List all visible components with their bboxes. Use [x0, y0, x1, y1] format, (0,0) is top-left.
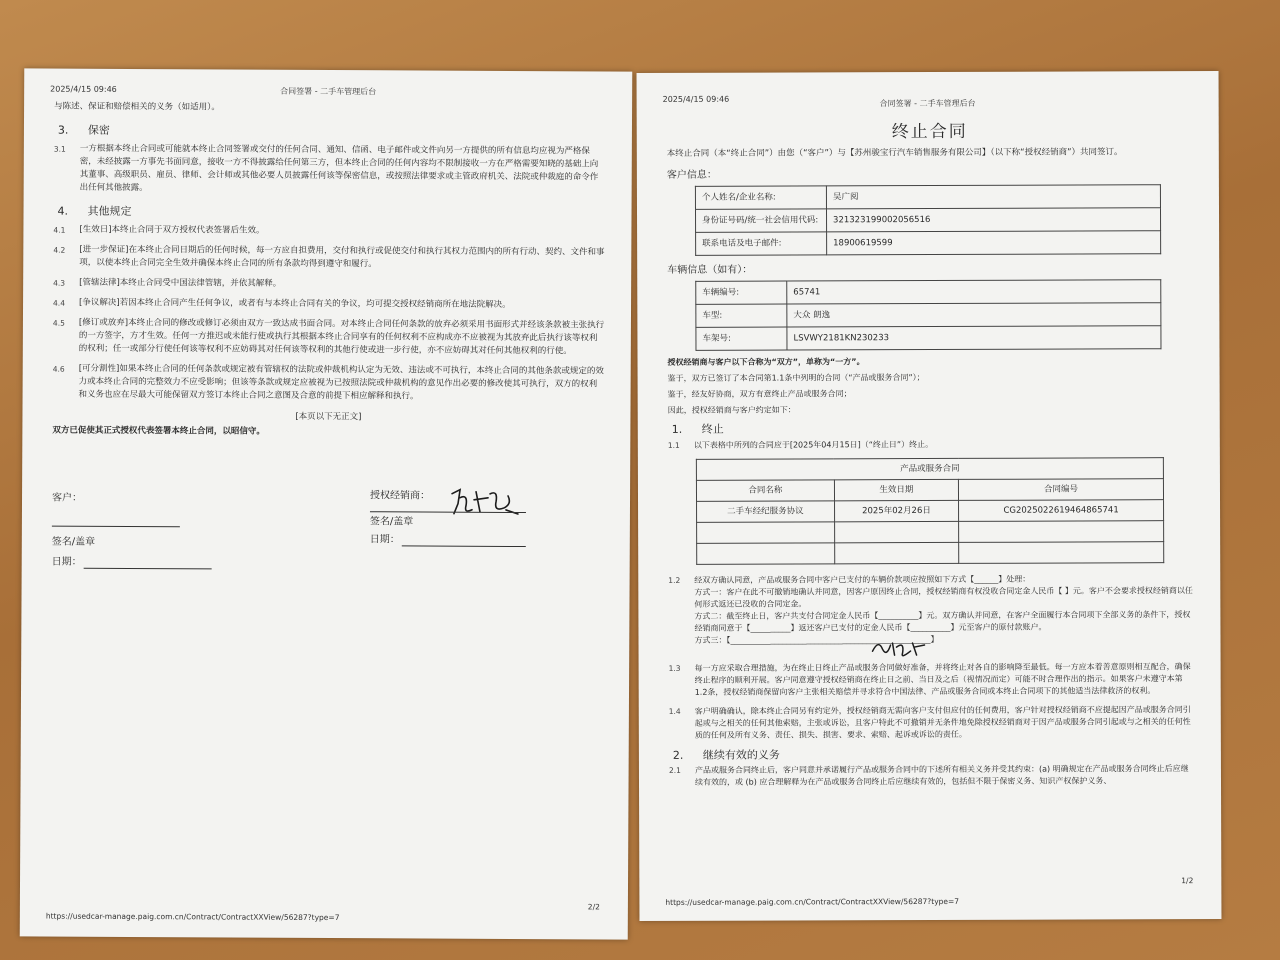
table-cell-value: 18900619599 — [827, 231, 1161, 255]
option-1: 方式一：客户在此不可撤销地确认并同意，因客户原因终止合同，授权经销商有权没收合同定金人民币【 】元。客户不会要求授权经销商以任何形式返还已没收的合同定金。 — [694, 586, 1193, 609]
table-cell-value: 吴广阅 — [826, 185, 1160, 209]
table-cell: 二手车经纪服务协议 — [697, 501, 835, 522]
customer-info-heading: 客户信息： — [666, 169, 717, 181]
clause-1-4: 1.4 客户明确确认，除本终止合同另有约定外，授权经销商无需向客户支付但应付的任何费用，客户针对授权经销商不应提起因产品或服务合同引起或与之相关的任何其他索赔，主张或诉讼，且客户特此不可撤销并无条件地免除授权经销商对于因产品或服务合同引起或与之相关的任何性质的任何及所有义务、责任、损失、损害、要求、索赔、起诉或诉讼的责任。 — [668, 705, 1191, 740]
clause-4-2: 4.2 [进一步保证]在本终止合同日期后的任何时候，每一方应自担费用，交付和执行或促使交付和执行其权力范围内的所有行动、契约、文件和事项，以使本终止合同完全生效并确保本终止合同的所有条款均得到遵守和履行。 — [53, 244, 605, 270]
customer-date-label: 日期： — [51, 556, 82, 568]
column-header: 生效日期 — [834, 479, 958, 500]
clause-4-6: 4.6 [可分割性]如果本终止合同的任何条款或规定被有管辖权的法院或仲裁机构认定为无效、违法或不可执行，本终止合同的其他条款或规定的效力或本终止合同的完整效力不应受影响；但该等条款或规定应被视为已按照法院或仲裁机构的意见作出必要的修改使其可执行，双方的权利和义务也应在尽最大可能保留双方签订本终止合同之意图及合意的前提下相应解释和执行。 — [52, 363, 604, 402]
table-cell-label: 车型: — [696, 304, 787, 327]
footer-url: https://usedcar-manage.paig.com.cn/Contract/ContractXXView/56287?type=7 — [665, 896, 960, 907]
table-cell-label: 身份证号码/统一社会信用代码: — [695, 209, 826, 232]
table-row — [695, 185, 1160, 210]
section-heading-1: 1. 终止 — [671, 422, 724, 436]
table-row — [696, 280, 1161, 305]
header-datetime: 2025/4/15 09:46 — [662, 94, 730, 104]
vehicle-info-table — [695, 279, 1161, 351]
dealer-label: 授权经销商： — [370, 490, 431, 502]
signature-block — [51, 464, 604, 627]
header-title: 合同签署 - 二手车管理后台 — [879, 98, 976, 109]
customer-sign-seal-label: 签名/盖章 — [51, 536, 96, 548]
header-datetime: 2025/4/15 09:46 — [50, 84, 117, 94]
section-heading-2: 2. 继续有效的义务 — [672, 748, 780, 762]
intro-paragraph: 本终止合同（本“终止合同”）由您（“客户”）与【苏州骏宝行汽车销售服务有限公司】（以下称“授权经销商”）共同签订。 — [666, 147, 1123, 159]
option-3: 方式三：【__________________________________________________】 — [694, 634, 939, 645]
table-title-row — [696, 458, 1163, 481]
dealer-signature-scribble — [446, 484, 526, 522]
table-cell: 2025年02月26日 — [834, 500, 958, 521]
table-row — [696, 303, 1161, 328]
table-cell-value: 65741 — [787, 280, 1161, 304]
header-title: 合同签署 - 二手车管理后台 — [280, 86, 377, 97]
product-contract-table — [696, 457, 1164, 565]
table-cell-label: 个人姓名/企业名称: — [695, 186, 826, 209]
table-cell-label: 联系电话及电子邮件: — [696, 232, 827, 255]
table-cell-label: 车辆编号: — [696, 281, 787, 304]
clause-1-2: 1.2 经双方确认同意，产品或服务合同中客户已支付的车辆价款项应按照如下方式【______】处理： 方式一：客户在此不可撤销地确认并同意，因客户原因终止合同，授权经销商有权没收合同定金人民币【 】元。客户不会要求授权经销商以任何形式返还已没收的合同定金。 方式二：截至终止日，客户共支付合同定金人民币【__________】元。双方确认并同意，在客户全面履行本合同项下全部义务的条件下，授权经销商同意于【__________】返还客户已支付的定金人民币【__________】元至客户的原付款账户。 方式三：【__________________________________________________】 — [668, 574, 1193, 645]
dealer-date-label: 日期： — [369, 534, 400, 546]
section-heading-4: 4. 其他规定 — [57, 204, 132, 218]
clause-1-1: 1.1 以下表格中所列的合同应于[2025年04月15日]（“终止日”）终止。 — [667, 439, 934, 450]
carry-over-line: 与陈述、保证和赔偿相关的义务（如适用）。 — [54, 101, 220, 113]
witness-line: 双方已促使其正式授权代表签署本终止合同，以昭信守。 — [52, 425, 265, 437]
table-row-empty — [697, 521, 1164, 544]
table-row — [695, 208, 1160, 233]
clause-1-3: 1.3 每一方应采取合理措施，为在终止日终止产品或服务合同做好准备，并将终止对各自的影响降至最低。每一方应本着善意原则相互配合，确保终止程序的顺利开展。客户同意遵守授权经销商在终止日之前、当日及之后（视情况而定）可能不时合理作出的指示。如果客户未遵守本第1.2条，授权经销商保留向客户主张相关赔偿并寻求符合中国法律、产品或服务合同或本终止合同项下的其他适当法律救济的权利。 — [668, 662, 1191, 697]
no-text-below-note: [本页以下无正文] — [295, 411, 362, 423]
clause-3-1: 3.1 一方根据本终止合同或可能就本终止合同签署或交付的任何合同、通知、信函、电子邮件或文件向另一方提供的所有信息均应视为严格保密，未经披露一方事先书面同意，接收一方不得披露给任何第三方，但本终止合同的任何内容均不限制接收一方在严格需要知晓的基础上向其董事、高级职员、雇员、律师、会计师或其他必要人员披露任何该等保密信息，或按照法律要求或主管政府机关、法院或仲裁庭的命令作出任何其他披露。 — [53, 143, 599, 194]
table-row — [696, 231, 1161, 256]
page-body — [667, 121, 1195, 796]
page-number: 2/2 — [587, 902, 600, 912]
dealer-sign-seal-label: 签名/盖章 — [369, 516, 414, 528]
document-title: 终止合同 — [891, 121, 968, 143]
clause-4-4: 4.4 [争议解决]若因本终止合同产生任何争议，或者有与本终止合同有关的争议，均可提交授权经销商所在地法院解决。 — [53, 297, 511, 310]
customer-info-table — [695, 184, 1161, 256]
table-header-row — [696, 479, 1163, 502]
table-row-empty — [697, 542, 1164, 565]
clause-4-1: 4.1 [生效日]本终止合同于双方授权代表签署后生效。 — [53, 224, 265, 236]
therefore-line: 因此，授权经销商与客户约定如下： — [667, 405, 796, 415]
option-2: 方式二：截至终止日，客户共支付合同定金人民币【__________】元。双方确认并同意，在客户全面履行本合同项下全部义务的条件下，授权经销商同意于【__________】返还客户已支付的定金人民币【__________】元至客户的原付款账户。 — [694, 610, 1191, 633]
footer-url: https://usedcar-manage.paig.com.cn/Contract/ContractXXView/56287?type=7 — [45, 911, 340, 923]
page-number: 1/2 — [1181, 876, 1194, 886]
page-body — [51, 101, 606, 627]
table-cell-value: LSVWY2181KN230233 — [787, 326, 1161, 350]
contract-page-2 — [20, 68, 633, 939]
section-heading-3: 3. 保密 — [57, 123, 110, 137]
whereas-2: 鉴于，经友好协商，双方有意终止产品或服务合同； — [667, 389, 852, 399]
clause-2-1: 2.1 产品或服务合同终止后，客户同意并承诺履行产品或服务合同中的下述所有相关义务并受其约束：(a) 明确规定在产品或服务合同终止后应继续有效的，或 (b) 应合理解释为在产品或服务合同终止后应继续有效的，包括但不限于保密义务、知识产权保护义务、 — [668, 764, 1189, 787]
table-cell-label: 车架号: — [696, 327, 787, 350]
vehicle-info-heading: 车辆信息（如有）： — [667, 264, 753, 276]
table-cell-value: 大众 朗逸 — [787, 303, 1161, 327]
table-row — [696, 326, 1161, 351]
customer-signature-line[interactable] — [52, 526, 180, 528]
table-cell: CG2025022619464865741 — [959, 500, 1164, 522]
table-cell-value: 321323199002056516 — [826, 208, 1160, 232]
whereas-1: 鉴于，双方已签订了本合同第1.1条中列明的合同（“产品或服务合同”）； — [667, 373, 925, 383]
parties-definition: 授权经销商与客户以下合称为“双方”，单称为“一方”。 — [667, 357, 865, 367]
table-title: 产品或服务合同 — [696, 458, 1163, 481]
customer-label: 客户： — [51, 492, 83, 504]
clause-4-3: 4.3 [管辖法律]本终止合同受中国法律管辖，并依其解释。 — [53, 277, 282, 289]
column-header: 合同编号 — [959, 479, 1164, 501]
clause-4-5: 4.5 [修订或放弃]本终止合同的修改或修订必须由双方一致达成书面合同。对本终止合同任何条款的放弃必须采用书面形式并经该条款被主张执行的一方签字，方才生效。任何一方推迟或未能行使或执行其根据本终止合同享有的任何权利不应构成亦不应被视为其放弃此后执行该等权利的权利；任一或部分行使任何该等权利不应妨碍其对任何该等权利的其他行使或进一步行使，亦不应妨碍其对任何其他权利的行使。 — [52, 317, 605, 357]
dealer-date-line[interactable] — [402, 545, 526, 547]
column-header: 合同名称 — [696, 480, 834, 501]
contract-page-1 — [637, 71, 1222, 921]
customer-date-line[interactable] — [84, 568, 212, 570]
customer-signature-scribble — [868, 637, 928, 659]
table-row — [697, 500, 1164, 523]
